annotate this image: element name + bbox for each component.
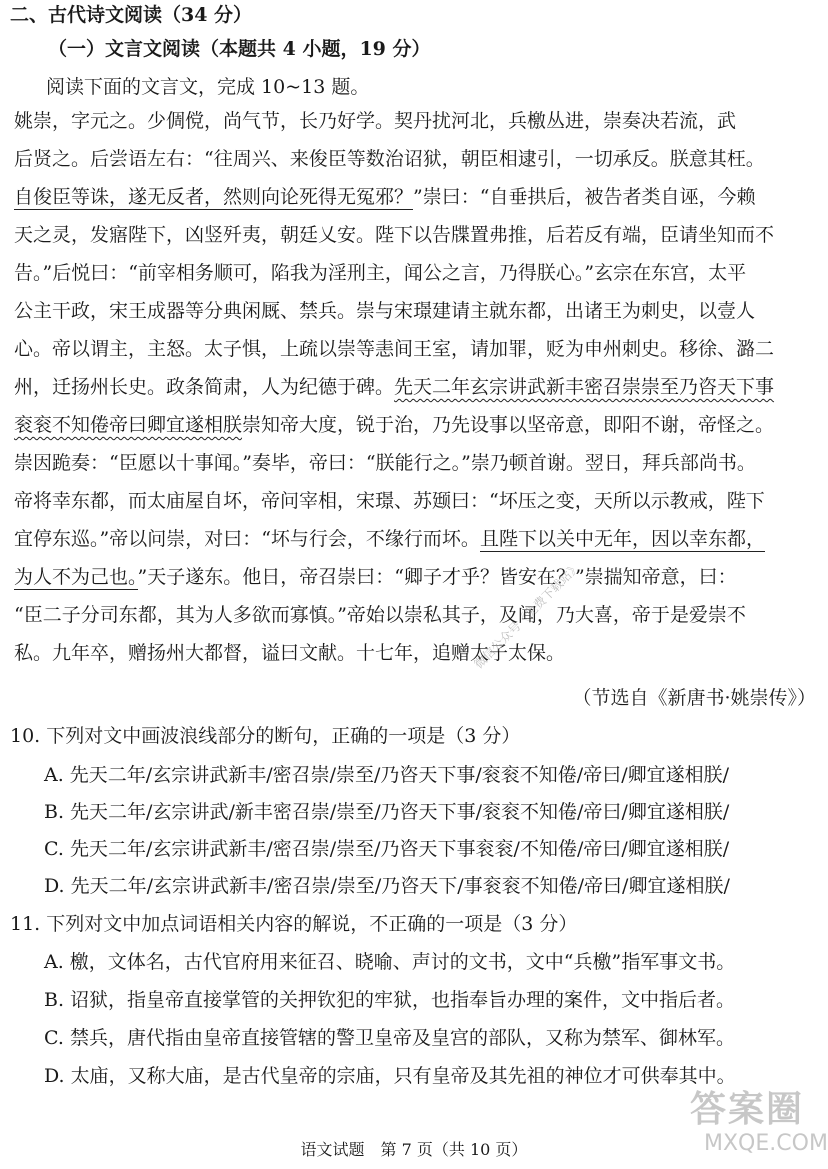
passage-text: 私。九年卒，赠扬州大都督，谥曰文献。十七年，追赠太子太保。 [14,642,566,664]
passage-line [14,602,746,628]
q11-option-b: B. 诏狱，指皇帝直接掌管的关押钦犯的牢狱，也指奉旨办理的案件，文中指后者。 [44,989,736,1011]
underlined-text: 且陛下以关中无年，因以幸东都， [479,528,765,550]
q11-option-c: C. 禁兵，唐代指由皇帝直接管辖的警卫皇帝及皇宫的部队，又称为禁军、御林军。 [44,1027,735,1049]
logo-text: 答案圈 [690,1088,805,1130]
question-10-stem: 10. 下列对文中画波浪线部分的断句，正确的一项是（3 分） [10,725,521,747]
passage-line [14,526,765,552]
wavy-underlined-text: 衮衮不知倦帝曰卿宜遂相朕 [14,414,243,436]
passage-line [14,488,765,514]
passage-line [14,450,756,476]
passage-text: 后贤之。后尝语左右：“往周兴、来俊臣等数治诏狱，朝臣相逮引，一切承反。朕意其枉。 [14,148,765,170]
passage-text: 心。帝以谓主，主怒。太子惧，上疏以崇等恚间王室，请加罪，贬为申州刺史。移徐、潞二 [14,338,775,360]
passage-line [14,412,774,438]
passage-text: 公主干政，宋王成器等分典闲厩、禁兵。崇与宋璟建请主就东都，出诸王为刺史，以壹人 [14,300,756,322]
q11-option-d: D. 太庙，又称大庙，是古代皇帝的宗庙，只有皇帝及其先祖的神位才可供奉其中。 [44,1065,736,1087]
passage-text: ”崇曰：“自垂拱后，被告者类自诬，今赖 [413,186,756,208]
passage-line [14,108,736,134]
passage-text: 崇因跪奏：“臣愿以十事闻。”奏毕，帝曰：“朕能行之。”崇乃顿首谢。翌日，拜兵部尚书。 [14,452,756,474]
site-logo [670,1081,828,1161]
passage-line [14,298,755,324]
passage-line [14,260,746,286]
watermark-text: 微信公众号《免费下载站》 [471,559,584,672]
subsection-title: （一）文言文阅读（本题共 4 小题，19 分） [48,38,431,60]
q10-option-b: B. 先天二年/玄宗讲武/新丰密召崇/崇至/乃咨天下事/衮衮不知倦/帝曰/卿宜遂相朕/ [44,801,730,823]
underlined-text: 自俊臣等诛，遂无反者，然则向论死得无冤邪？ [14,186,414,208]
passage-text: 姚崇，字元之。少倜傥，尚气节，长乃好学。契丹扰河北，兵檄丛进，崇奏决若流，武 [14,110,737,132]
passage-text: 宜停东巡。”帝以问崇，对曰：“坏与行会，不缘行而坏。 [14,528,480,550]
logo-site: MXQE.COM [704,1131,828,1156]
passage-line [14,146,765,172]
passage-line [14,184,755,210]
passage-line [14,564,737,590]
q11-option-a: A. 檄，文体名，古代官府用来征召、晓喻、声讨的文书，文中“兵檄”指军事文书。 [44,951,736,973]
passage-text: “臣二子分司东都，其为人多欲而寡慎。”帝始以崇私其子，及闻，乃大喜，帝于是爱崇不 [14,604,746,626]
page-footer: 语文试题 第 7 页（共 10 页） [300,1140,528,1159]
passage-text: 州，迁扬州长史。政条简肃，人为纪德于碑。 [14,376,395,398]
passage-text: 帝将幸东都，而太庙屋自坏，帝问宰相，宋璟、苏颋曰：“坏压之变，天所以示教戒，陛下 [14,490,765,512]
passage-text: 崇知帝大度，锐于治，乃先设事以坚帝意，即阳不谢，帝怪之。 [242,414,775,436]
passage-text: ”天子遂东。他日，帝召崇曰：“卿子才乎？皆安在？”崇揣知帝意，曰： [137,566,737,588]
passage-line [14,374,774,400]
passage-text: 告。”后悦曰：“前宰相务顺可，陷我为淫刑主，闻公之言，乃得朕心。”玄宗在东宫，太平 [14,262,747,284]
underlined-text: 为人不为己也。 [14,566,138,588]
q10-option-c: C. 先天二年/玄宗讲武新丰/密召崇/崇至/乃咨天下事衮衮/不知倦/帝曰/卿宜遂相朕/ [44,838,730,860]
section-title: 二、古代诗文阅读（34 分） [10,4,253,26]
passage-line [14,222,774,248]
question-11-stem: 11. 下列对文中加点词语相关内容的解说，不正确的一项是（3 分） [10,913,578,935]
passage-text: 天之灵，发寤陛下，凶竖歼夷，朝廷乂安。陛下以告牒置弗推，后若反有端，臣请坐知而不 [14,224,775,246]
q10-option-d: D. 先天二年/玄宗讲武新丰/密召崇/崇至/乃咨天下/事衮衮不知倦/帝曰/卿宜遂相朕/ [44,875,730,897]
wavy-underlined-text: 先天二年玄宗讲武新丰密召崇崇至乃咨天下事 [394,376,775,398]
passage-line [14,336,774,362]
source-citation: （节选自《新唐书·姚崇传》） [572,687,816,709]
q10-option-a: A. 先天二年/玄宗讲武新丰/密召崇/崇至/乃咨天下事/衮衮不知倦/帝曰/卿宜遂相朕/ [44,764,730,786]
instruction: 阅读下面的文言文，完成 10~13 题。 [46,76,370,98]
